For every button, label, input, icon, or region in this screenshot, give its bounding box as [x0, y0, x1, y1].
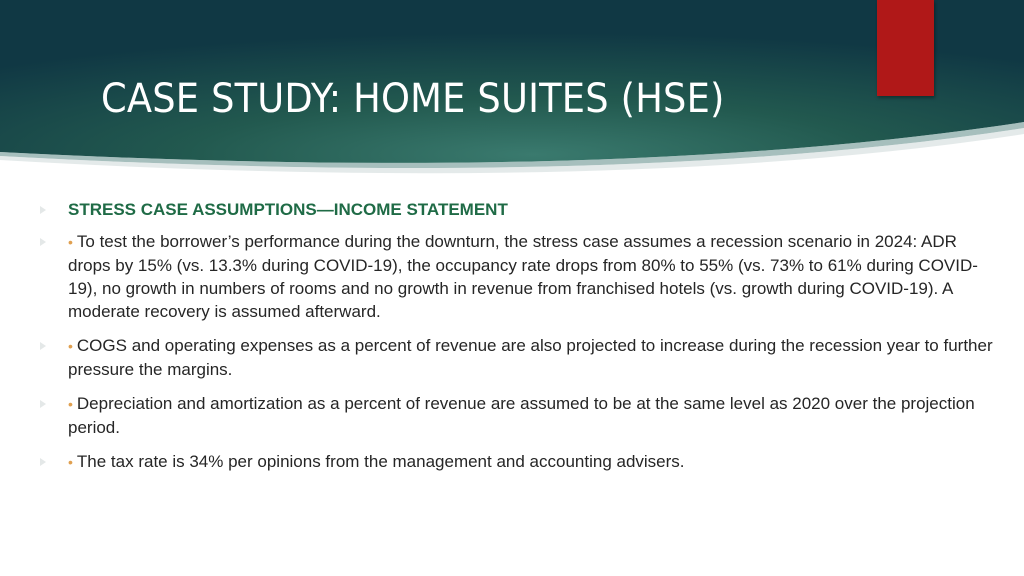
- bullet-text: COGS and operating expenses as a percent of revenue are also projected to increase during the recession year to further pressure the margins.: [68, 336, 993, 379]
- triangle-right-icon: [40, 342, 46, 350]
- bullet-dot-icon: •: [68, 234, 73, 250]
- slide-title: CASE STUDY: HOME SUITES (HSE): [101, 76, 725, 122]
- bullet-dot-icon: •: [68, 338, 73, 354]
- bullet-dot-icon: •: [68, 396, 73, 412]
- triangle-right-icon: [40, 458, 46, 466]
- bullet-dot-icon: •: [68, 454, 73, 470]
- red-accent-tab: [877, 0, 934, 96]
- triangle-right-icon: [40, 400, 46, 408]
- bullet-item: [36, 230, 996, 323]
- bullet-item: [36, 392, 996, 439]
- slide-body: [36, 198, 996, 485]
- bullet-item: [36, 450, 996, 474]
- bullet-text: To test the borrower’s performance during the downturn, the stress case assumes a recession scenario in 2024: ADR drops by 15% (vs. 13.3% during COVID-19), the occupancy rate drops from 80% to 55% (vs. 73% to 61% during COVID-19), no growth in numbers of rooms and no growth in revenue from franchised hotels (vs. growth during COVID-19). A moderate recovery is assumed afterward.: [68, 232, 978, 321]
- bullet-text: Depreciation and amortization as a percent of revenue are assumed to be at the same level as 2020 over the projection period.: [68, 394, 975, 437]
- triangle-right-icon: [40, 238, 46, 246]
- bullet-item: [36, 334, 996, 381]
- section-heading: [36, 198, 996, 221]
- bullet-text: The tax rate is 34% per opinions from the management and accounting advisers.: [76, 452, 685, 471]
- triangle-right-icon: [40, 206, 46, 214]
- section-heading-text: STRESS CASE ASSUMPTIONS—INCOME STATEMENT: [68, 200, 508, 219]
